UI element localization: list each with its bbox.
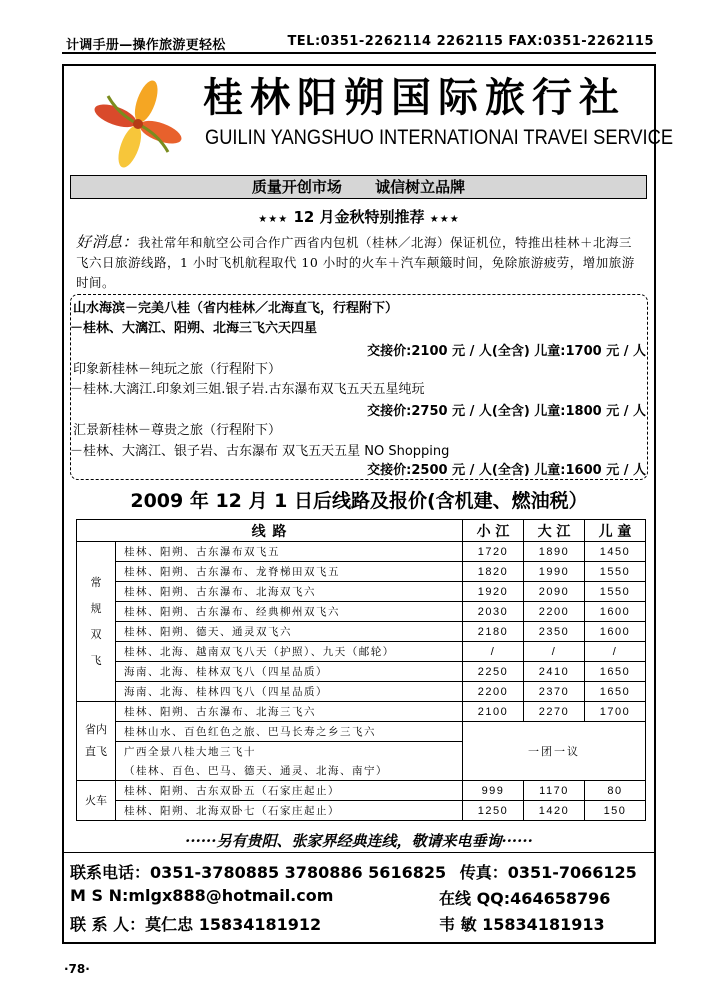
price-big: 1890 (524, 542, 585, 562)
price-small: 2250 (463, 662, 524, 682)
header-small: 小 江 (463, 520, 524, 542)
motto-left: 质量开创市场 (251, 178, 342, 196)
table-row (77, 582, 646, 602)
header-slogan: 计调手册—操作旅游更轻松 (66, 38, 226, 53)
notice-lead: 好消息： (76, 233, 139, 251)
header-divider (62, 52, 656, 54)
route-1-price: 交接价:2100 元 / 人(全含) 儿童:1700 元 / 人 (367, 344, 646, 359)
good-news-notice (76, 232, 644, 293)
route-2-title: 印象新桂林－纯玩之旅（行程附下） (73, 362, 282, 377)
price-small: 999 (463, 781, 524, 801)
price-big: 1990 (524, 562, 585, 582)
feature-heading (62, 206, 656, 227)
table-row (77, 602, 646, 622)
table-row (77, 542, 646, 562)
route-cell: （桂林、百色、巴马、德天、通灵、北海、南宁） (116, 761, 463, 781)
price-small: 1250 (463, 801, 524, 821)
price-table-title: 2009 年 12 月 1 日后线路及报价(含机建、燃油税） (130, 490, 588, 512)
contact-line-msn (70, 886, 611, 908)
price-big: 1420 (524, 801, 585, 821)
price-big: 2410 (524, 662, 585, 682)
price-big: 2370 (524, 682, 585, 702)
feature-stars-left: ★★★ (258, 214, 289, 225)
route-cell: 桂林、阳朔、古东瀑布、北海三飞六 (116, 702, 463, 722)
feature-stars-right: ★★★ (429, 214, 460, 225)
category-direct: 省内 直飞 (77, 702, 116, 781)
route-cell: 广西全景八桂大地三飞十 (116, 742, 463, 762)
category-train: 火车 (77, 781, 116, 821)
page-number: ·78· (64, 962, 90, 976)
route-3-title: 汇景新桂林－尊贵之旅（行程附下） (73, 423, 282, 438)
route-cell: 桂林、阳朔、古东瀑布、龙脊梯田双飞五 (116, 562, 463, 582)
contact-qq: 在线 QQ:464658796 (439, 889, 611, 908)
route-cell: 桂林、阳朔、古东瀑布、北海双飞六 (116, 582, 463, 602)
table-header-row (77, 520, 646, 542)
price-small: 2100 (463, 702, 524, 722)
contact-msn: M S N:mlgx888@hotmail.com (70, 886, 334, 905)
table-row (77, 622, 646, 642)
flower-logo-icon (88, 78, 188, 168)
category-regular: 常 规 双 飞 (77, 542, 116, 702)
price-table (76, 519, 646, 821)
table-row (77, 702, 646, 722)
price-child: 150 (585, 801, 646, 821)
route-cell: 桂林、阳朔、德天、通灵双飞六 (116, 622, 463, 642)
table-row (77, 722, 646, 742)
route-1-title: 山水海滨－完美八桂（省内桂林／北海直飞，行程附下） (73, 301, 399, 316)
contact-line-person (70, 912, 605, 935)
table-row (77, 662, 646, 682)
company-name-cn: 桂林阳朔国际旅行社 (203, 75, 626, 121)
route-cell: 桂林、阳朔、古东瀑布、经典柳州双飞六 (116, 602, 463, 622)
price-child: 1550 (585, 582, 646, 602)
route-cell: 桂林、北海、越南双飞八天（护照）、九天（邮轮） (116, 642, 463, 662)
table-row (77, 642, 646, 662)
route-3-price: 交接价:2500 元 / 人(全含) 儿童:1600 元 / 人 (367, 463, 646, 478)
price-small: 1820 (463, 562, 524, 582)
route-2-price: 交接价:2750 元 / 人(全含) 儿童:1800 元 / 人 (367, 404, 646, 419)
route-cell: 海南、北海、桂林双飞八（四星品质） (116, 662, 463, 682)
company-name-en: GUILIN YANGSHUO INTERNATIONAI TRAVEI SERVICE (205, 126, 674, 149)
contact-person-1: 联 系 人：莫仁忠 15834181912 (70, 915, 322, 934)
header-big: 大 江 (524, 520, 585, 542)
price-small: 1720 (463, 542, 524, 562)
header-route: 线 路 (77, 520, 463, 542)
route-cell: 桂林、阳朔、古东双卧五（石家庄起止） (116, 781, 463, 801)
price-small: 1920 (463, 582, 524, 602)
table-row (77, 801, 646, 821)
contact-divider (62, 852, 656, 853)
motto-banner (70, 175, 647, 199)
route-cell: 桂林、阳朔、古东瀑布双飞五 (116, 542, 463, 562)
feature-title: 12 月金秋特别推荐 (293, 208, 425, 226)
price-big: 2350 (524, 622, 585, 642)
page-header (62, 30, 656, 52)
price-child: / (585, 642, 646, 662)
price-child: 1600 (585, 602, 646, 622)
price-big: 2090 (524, 582, 585, 602)
price-big: / (524, 642, 585, 662)
table-row (77, 562, 646, 582)
route-2-desc: －桂林.大漓江.印象刘三姐.银子岩.古东瀑布双飞五天五星纯玩 (70, 382, 425, 397)
contact-phone: 联系电话：0351-3780885 3780886 5616825 (70, 863, 447, 882)
route-1-desc: －桂林、大漓江、阳朔、北海三飞六天四星 (70, 321, 318, 336)
price-child: 1650 (585, 682, 646, 702)
price-child: 1450 (585, 542, 646, 562)
price-child: 1550 (585, 562, 646, 582)
group-price-cell: 一团一议 (463, 722, 646, 781)
route-cell: 桂林、阳朔、北海双卧七（石家庄起止） (116, 801, 463, 821)
price-big: 1170 (524, 781, 585, 801)
contact-line-phone (70, 860, 637, 883)
price-big: 2270 (524, 702, 585, 722)
table-row (77, 781, 646, 801)
price-small: 2180 (463, 622, 524, 642)
route-cell: 海南、北海、桂林四飞八（四星品质） (116, 682, 463, 702)
route-3-desc: －桂林、大漓江、银子岩、古东瀑布 双飞五天五星 NO Shopping (70, 444, 450, 459)
header-contact: TEL:0351-2262114 2262115 FAX:0351-2262115 (287, 34, 654, 49)
price-small: / (463, 642, 524, 662)
price-child: 1700 (585, 702, 646, 722)
price-child: 80 (585, 781, 646, 801)
table-row (77, 682, 646, 702)
price-child: 1650 (585, 662, 646, 682)
route-cell: 桂林山水、百色红色之旅、巴马长寿之乡三飞六 (116, 722, 463, 742)
motto-right: 诚信树立品牌 (375, 178, 466, 196)
more-routes-note: ······另有贵阳、张家界经典连线，敬请来电垂询······ (185, 832, 533, 850)
contact-fax: 传真：0351-7066125 (459, 863, 637, 882)
contact-person-2: 韦 敏 15834181913 (439, 915, 605, 934)
price-small: 2030 (463, 602, 524, 622)
notice-text: 我社常年和航空公司合作广西省内包机（桂林／北海）保证机位，特推出桂林＋北海三飞六日旅游线路，1 小时飞机航程取代 10 小时的火车＋汽车颠簸时间，免除旅游疲劳，增加旅游时间。 (76, 235, 635, 290)
price-big: 2200 (524, 602, 585, 622)
header-child: 儿 童 (585, 520, 646, 542)
price-child: 1600 (585, 622, 646, 642)
price-small: 2200 (463, 682, 524, 702)
